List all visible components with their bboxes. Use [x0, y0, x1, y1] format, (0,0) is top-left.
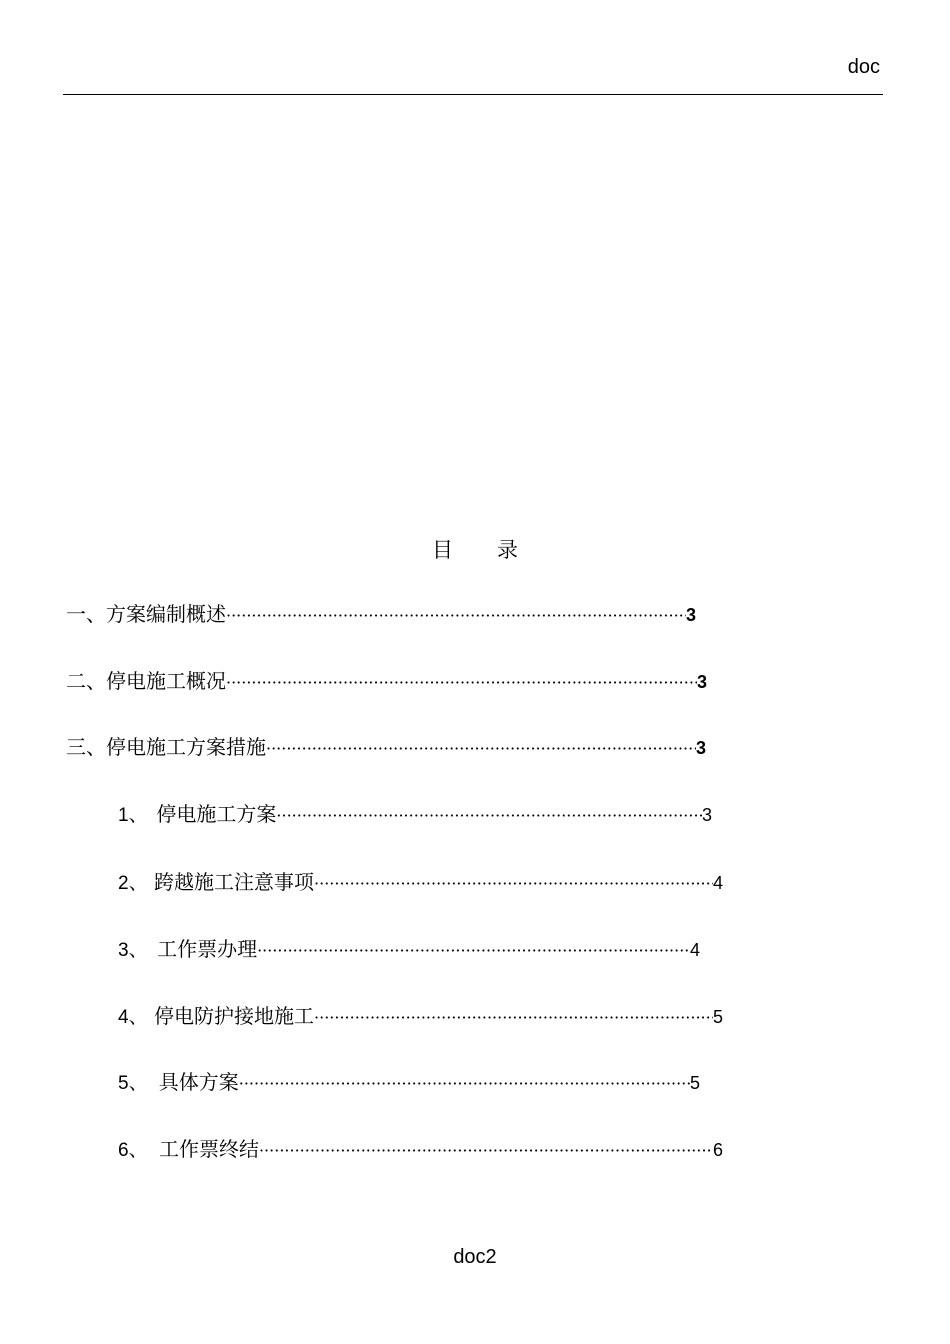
- toc-leader: [314, 874, 713, 893]
- toc-subentry-5[interactable]: [118, 1066, 700, 1096]
- toc-leader: [266, 739, 696, 758]
- toc-page-number: 4: [689, 940, 700, 960]
- toc-leader: [257, 941, 690, 960]
- toc-subentry-2[interactable]: [118, 866, 723, 896]
- toc-subentry-number: 2、: [118, 873, 148, 894]
- toc-entry-3[interactable]: [66, 731, 706, 761]
- toc-entry-text: 跨越施工注意事项: [154, 870, 315, 894]
- toc-entry-text: 具体方案: [158, 1070, 239, 1094]
- toc-subentry-3[interactable]: [118, 933, 700, 963]
- toc-page-number: 5: [712, 1007, 723, 1027]
- toc-subentry-number: 3、: [118, 940, 148, 961]
- toc-entry-text: 工作票办理: [157, 937, 258, 961]
- toc-page-number: 3: [701, 805, 712, 825]
- toc-page-number: 3: [696, 672, 707, 692]
- toc-page-number: 5: [689, 1073, 700, 1093]
- toc-subentry-number: 5、: [118, 1073, 148, 1094]
- toc-entry-2[interactable]: [66, 665, 707, 695]
- footer-label: doc2: [453, 1246, 497, 1268]
- toc-page-number: 3: [685, 605, 696, 625]
- header-label: doc: [847, 56, 880, 78]
- toc-entry-text: 工作票终结: [158, 1137, 259, 1161]
- toc-entry-text: 二、停电施工概况: [66, 669, 226, 693]
- toc-page-number: 6: [712, 1140, 723, 1160]
- header-rule: [63, 94, 883, 95]
- toc-leader: [226, 673, 697, 692]
- toc-title-char-2: 录: [497, 538, 518, 562]
- toc-entry-text: 一、方案编制概述: [66, 602, 226, 626]
- toc-leader: [276, 806, 702, 825]
- toc-page-number: 4: [712, 873, 723, 893]
- toc-subentry-number: 6、: [118, 1140, 148, 1161]
- toc-title: [0, 534, 950, 564]
- toc-subentry-number: 1、: [118, 805, 148, 826]
- toc-leader: [226, 606, 686, 625]
- toc-title-char-1: 目: [432, 538, 453, 562]
- toc-subentry-1[interactable]: [118, 798, 712, 828]
- toc-subentry-number: 4、: [118, 1007, 148, 1028]
- toc-leader: [314, 1008, 713, 1027]
- toc-entry-text: 停电施工方案: [156, 802, 277, 826]
- toc-entry-text: 停电防护接地施工: [154, 1004, 315, 1028]
- toc-subentry-4[interactable]: [118, 1000, 723, 1030]
- toc-entry-1[interactable]: [66, 598, 696, 628]
- toc-page-number: 3: [695, 738, 706, 758]
- toc-subentry-6[interactable]: [118, 1133, 723, 1163]
- toc-leader: [239, 1074, 690, 1093]
- toc-entry-text: 三、停电施工方案措施: [66, 735, 266, 759]
- toc-leader: [259, 1141, 713, 1160]
